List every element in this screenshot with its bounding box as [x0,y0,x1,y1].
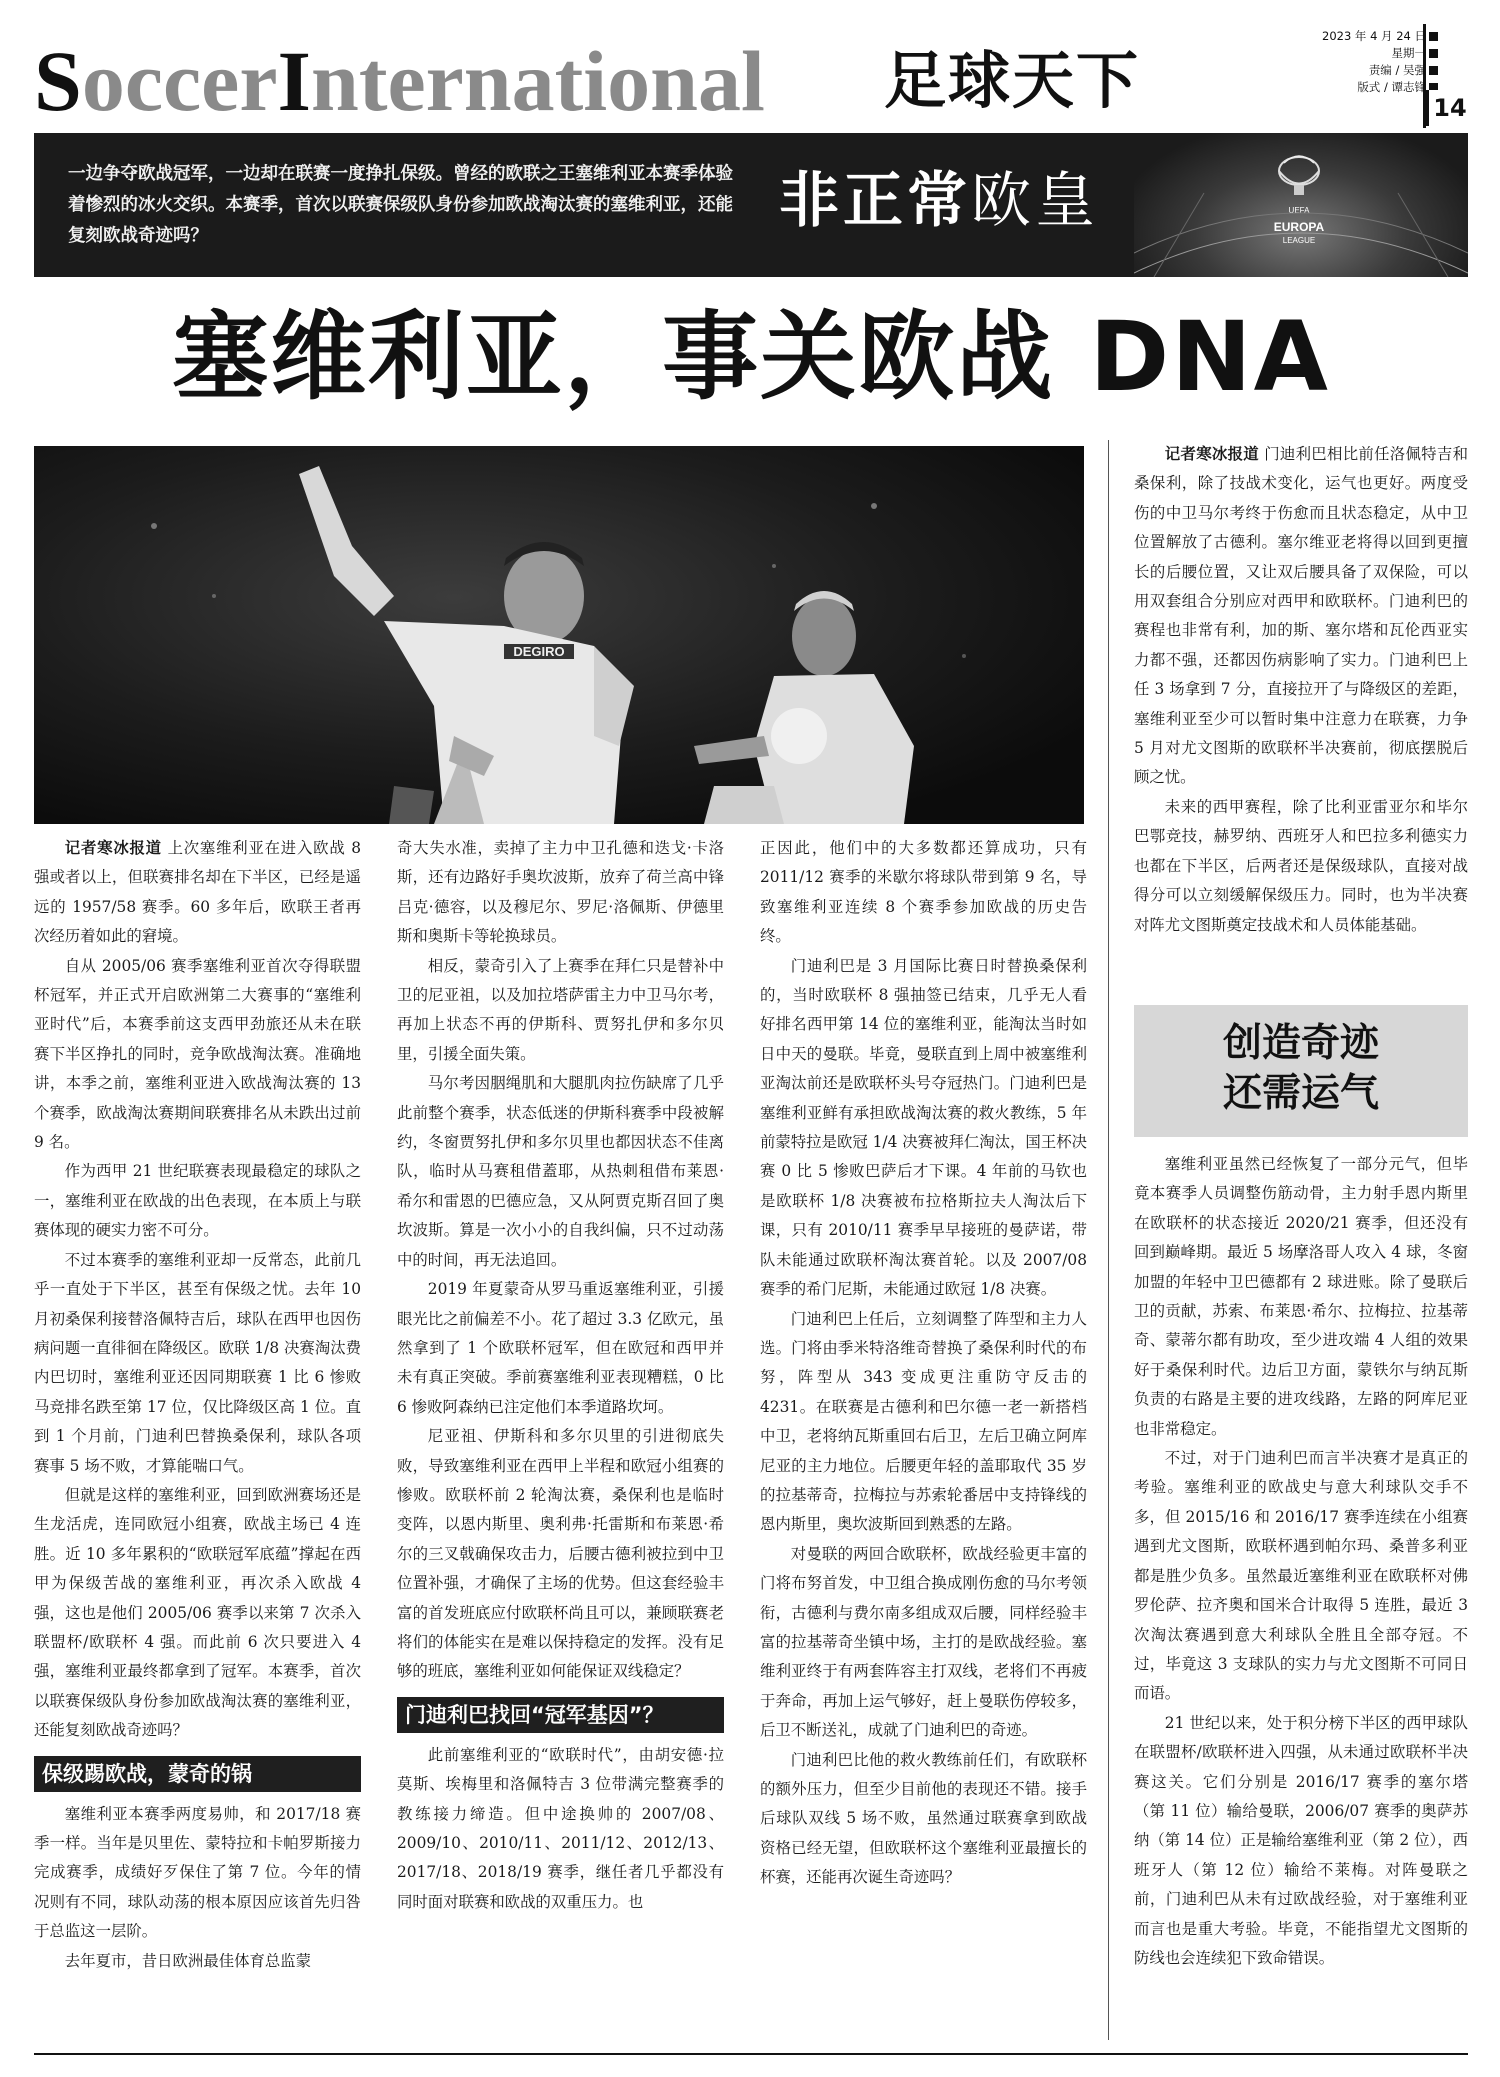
column-divider [1108,440,1109,2040]
subheading-relegation: 保级踢欧战，蒙奇的锅 [34,1756,361,1792]
subheading-box-line-2: 还需运气 [1222,1071,1379,1116]
article-column-3 [760,834,1087,1893]
banner-title-accent: 欧皇 [971,166,1099,236]
col2-para-5: 尼亚祖、伊斯科和多尔贝里的引进彻底失败，导致塞维利亚在西甲上半程和欧冠小组赛的惨败。欧联杯前 2 轮淘汰赛，桑保利也是临时变阵，以恩内斯里、奥利弗·托雷斯和布莱恩·希尔的三叉戟确保攻击力，后腰古德利被拉到中卫位置补强，才确保了主场的优势。但这套经验丰富的首发班底应付欧联杯尚且可以，兼顾联赛老将们的体能实在是难以保持稳定的发挥。没有足够的班底，塞维利亚如何能保证双线稳定？ [397,1427,724,1681]
article-column-2 [397,834,724,1917]
col4-byline: 记者寒冰报道 [1164,445,1259,463]
col1-para-1: 记者寒冰报道 上次塞维利亚在进入欧战 8 强或者以上，但联赛排名却在下半区，已经是遥远的 1957/58 赛季。60 多年后，欧联王者再次经历着如此的窘境。 [34,839,361,946]
hero-photo [34,446,1084,824]
uefa-label: UEFA [1288,206,1310,215]
subheading-champion-gene: 门迪利巴找回“冠军基因”？ [397,1697,724,1733]
banner-intro: 一边争夺欧战冠军，一边却在联赛一度挣扎保级。曾经的欧联之王塞维利亚本赛季体验着惨烈的冰火交织。本赛季，首次以联赛保级队身份参加欧战淘汰赛的塞维利亚，还能复刻欧战奇迹吗？ [68,164,733,246]
article-column-4-bottom [1134,1150,1468,1973]
masthead-logo-english: SoccerInternational [34,33,765,129]
jersey-sponsor: DEGIRO [513,644,565,659]
editor-credit: 责编 / 吴强 [1288,62,1438,79]
banner-stripes [1134,133,1468,277]
col1-para-6: 塞维利亚本赛季两度易帅，和 2017/18 赛季一样。当年是贝里佐、蒙特拉和卡帕罗斯接力完成赛季，成绩好歹保住了第 7 位。今年的情况则有不同，球队动荡的根本原因应该首先归咎于总监这一层阶。 [34,1804,361,1941]
europa-league-art [1134,133,1468,277]
player-celebration-image [34,446,1084,824]
col2-para-3: 马尔考因胭绳肌和大腿肌肉拉伤缺席了几乎此前整个赛季，状态低迷的伊斯科赛季中段被解约，冬窗贾努扎伊和多尔贝里也都因状态不佳离队，临时从马赛租借蓋耶，从热刺租借布莱恩·希尔和雷恩的巴德应急，又从阿贾克斯召回了奥坎波斯。算是一次小小的自我纠偏，只不过动荡中的时间，再无法追回。 [397,1074,724,1269]
banner-title [779,161,1099,241]
masthead [34,33,1470,129]
subheading-box-line-1: 创造奇迹 [1222,1021,1379,1066]
col4-para-3: 塞维利亚虽然已经恢复了一部分元气，但毕竟本赛季人员调整伤筋动骨，主力射手恩内斯里在欧联杯的状态接近 2020/21 赛季，但还没有回到巅峰期。最近 5 场摩洛哥人攻入 4 球，冬窗加盟的年轻中卫巴德都有 2 球进账。除了曼联后卫的贡献，苏索、布莱恩·希尔、拉梅拉、拉基蒂奇、蒙蒂尔都有助攻，至少进攻端 4 人组的效果好于桑保利时代。边后卫方面，蒙铁尔与纳瓦斯负责的右路是主要的进攻线路，左路的阿库尼亚也非常稳定。 [1134,1155,1468,1438]
article-column-1 [34,834,361,1976]
layout-credit: 版式 / 谭志锋 [1288,79,1438,96]
col1-para-5: 但就是这样的塞维利亚，回到欧洲赛场还是生龙活虎，连同欧冠小组赛，欧战主场已 4 连胜。近 10 多年累积的“欧联冠军底蕴”撑起在西甲为保级苦战的塞维利亚，再次杀入欧战 4 强，这也是他们 2005/06 赛季以来第 7 次杀入联盟杯/欧联杯 4 强。而此前 6 次只要进入 4 强，塞维利亚最终都拿到了冠军。本赛季，首次以联赛保级队身份参加欧战淘汰赛的塞维利亚，还能复刻欧战奇迹吗？ [34,1485,361,1740]
col4-para-1: 记者寒冰报道 门迪利巴相比前任洛佩特吉和桑保利，除了技战术变化，运气也更好。两度受伤的中卫马尔考终于伤愈而且状态稳定，从中卫位置解放了古德利。塞尔维亚老将得以回到更擅长的后腰位置，又让双后腰具备了双保险，可以用双套组合分别应对西甲和欧联杯。门迪利巴的赛程也非常有利，加的斯、塞尔塔和瓦伦西亚实力都不强，还都因伤病影响了实力。门迪利巴上任 3 场拿到 7 分，直接拉开了与降级区的差距，塞维利亚至少可以暂时集中注意力在联赛，力争 5 月对尤文图斯的欧联杯半决赛前，彻底摆脱后顾之忧。 [1134,445,1468,787]
col2-para-2: 相反，蒙奇引入了上赛季在拜仁只是替补中卫的尼亚祖，以及加拉塔萨雷主力中卫马尔考，再加上状态不再的伊斯科、贾努扎伊和多尔贝里，引援全面失策。 [397,956,724,1063]
col2-para-4: 2019 年夏蒙奇从罗马重返塞维利亚，引援眼光比之前偏差不小。花了超过 3.3 亿欧元，虽然拿到了 1 个欧联杯冠军，但在欧冠和西甲并未有真正突破。季前赛塞维利亚表现糟糕，0 比 6 惨败阿森纳已注定他们本季道路坎坷。 [397,1280,724,1416]
masthead-logo-chinese: 足球天下 [884,44,1141,117]
col2-para-1: 奇大失水准，卖掉了主力中卫孔德和迭戈·卡洛斯，还有边路好手奥坎波斯，放弃了荷兰高中锋吕克·德容，以及穆尼尔、罗尼·洛佩斯、伊德里斯和奥斯卡等轮换球员。 [397,839,724,946]
issue-weekday: 星期一 [1288,45,1438,62]
col4-para-4: 不过，对于门迪利巴而言半决赛才是真正的考验。塞维利亚的欧战史与意大利球队交手不多，但 2015/16 和 2016/17 赛季连续在小组赛遇到尤文图斯，欧联杯遇到帕尔玛、桑普多利亚都是胜少负多。虽然最近塞维利亚在欧联杯对佛罗伦萨、拉齐奥和国米合计取得 5 连胜，最近 3 次淘汰赛遇到意大利球队全胜且全部夺冠。不过，毕竟这 3 支球队的实力与尤文图斯不可同日而语。 [1134,1449,1468,1703]
page-bottom-rule [34,2053,1468,2055]
issue-date: 2023 年 4 月 24 日 [1288,28,1438,45]
europa-label: EUROPA [1273,220,1325,234]
col4-para-5: 21 世纪以来，处于积分榜下半区的西甲球队在联盟杯/欧联杯进入四强，从未通过欧联杯半决赛这关。它们分别是 2016/17 赛季的塞尔塔（第 11 位）输给曼联，2006/07 赛季的奥萨苏纳（第 14 位）正是输给塞维利亚（第 2 位），西班牙人（第 12 位）输给不莱梅。对阵曼联之前，门迪利巴从未有过欧战经验，对于塞维利亚而言也是重大考验。毕竟，不能指望尤文图斯的防线也会连续犯下致命错误。 [1134,1713,1468,1967]
col1-para-3: 作为西甲 21 世纪联赛表现最稳定的球队之一，塞维利亚在欧战的出色表现，在本质上与联赛体现的硬实力密不可分。 [34,1162,361,1240]
col3-para-1: 正因此，他们中的大多数都还算成功，只有 2011/12 赛季的米歇尔将球队带到第 9 名，导致塞维利亚连续 8 个赛季参加欧战的历史告终。 [760,839,1087,946]
col2-para-6: 此前塞维利亚的“欧联时代”，由胡安德·拉莫斯、埃梅里和洛佩特吉 3 位带满完整赛季的教练接力缔造。但中途换帅的 2007/08、2009/10、2010/11、2011/12、2012/13、2017/18、2018/19 赛季，继任者几乎都没有同时面对联赛和欧战的双重压力。也 [397,1745,724,1911]
feature-banner [34,133,1468,277]
col4-para-2: 未来的西甲赛程，除了比利亚雷亚尔和毕尔巴鄂竞技，赫罗纳、西班牙人和巴拉多利德实力也都在下半区，后两者还是保级球队，直接对战得分可以立刻缓解保级压力。同时，也为半决赛对阵尤文图斯奠定技战术和人员体能基础。 [1134,797,1468,934]
col3-para-4: 对曼联的两回合欧联杯，欧战经验更丰富的门将布努首发，中卫组合换成刚伤愈的马尔考领衔，古德利与费尔南多组成双后腰，同样经验丰富的拉基蒂奇坐镇中场，主打的是欧战经验。塞维利亚终于有两套阵容主打双线，老将们不再疲于奔命，再加上运气够好，赶上曼联伤停较多，后卫不断送礼，成就了门迪利巴的奇迹。 [760,1544,1087,1740]
banner-title-main: 非正常 [779,166,971,236]
subheading-box-luck [1134,1005,1468,1137]
col3-para-3: 门迪利巴上任后，立刻调整了阵型和主力人选。门将由季米特洛维奇替换了桑保利时代的布努，阵型从 343 变成更注重防守反击的 4231。在联赛是古德利和巴尔德一老一新搭档中卫，老将纳瓦斯重回右后卫，左后卫确立阿库尼亚的主力地位。后腰更年轻的盖耶取代 35 岁的拉基蒂奇，拉梅拉与苏索轮番居中支持锋线的恩内斯里，奥坎波斯回到熟悉的左路。 [760,1309,1087,1534]
article-column-4-top [1134,440,1468,940]
col1-byline: 记者寒冰报道 [64,839,162,857]
dateline [1288,28,1438,96]
col3-para-5: 门迪利巴比他的救火教练前任们，有欧联杯的额外压力，但至少目前他的表现还不错。接手后球队双线 5 场不败，虽然通过联赛拿到欧战资格已经无望，但欧联杯这个塞维利亚最擅长的杯赛，还能再次诞生奇迹吗？ [760,1750,1087,1887]
page-number: 14 [1426,90,1471,126]
col1-para-4: 不过本赛季的塞维利亚却一反常态，此前几乎一直处于下半区，甚至有保级之忧。去年 10 月初桑保利接替洛佩特吉后，球队在西甲也因伤病问题一直徘徊在降级区。欧联 1/8 决赛淘汰费内巴切时，塞维利亚还因同期联赛 1 比 6 惨败马竞排名跌至第 17 位，仅比降级区高 1 位。直到 1 个月前，门迪利巴替换桑保利，球队各项赛事 5 场不败，才算能喘口气。 [34,1250,361,1475]
league-label: LEAGUE [1282,236,1316,245]
col1-para-2: 自从 2005/06 赛季塞维利亚首次夺得联盟杯冠军，并正式开启欧洲第二大赛事的“塞维利亚时代”后，本赛季前这支西甲劲旅还从未在联赛下半区挣扎的同时，竞争欧战淘汰赛。准确地讲，本季之前，塞维利亚进入欧战淘汰赛的 13 个赛季，欧战淘汰赛期间联赛排名从未跌出过前 9 名。 [34,956,361,1152]
col3-para-2: 门迪利巴是 3 月国际比赛日时替换桑保利的，当时欧联杯 8 强抽签已结束，几乎无人看好排名西甲第 14 位的塞维利亚，能淘汰当时如日中天的曼联。毕竟，曼联直到上周中被塞维利亚淘汰前还是欧联杯头号夺冠热门。门迪利巴是塞维利亚鲜有承担欧战淘汰赛的救火教练，5 年前蒙特拉是欧冠 1/4 决赛被拜仁淘汰，国王杯决赛 0 比 5 惨败巴萨后才下课。4 年前的马钦也是欧联杯 1/8 决赛被布拉格斯拉夫人淘汰后下课，只有 2010/11 赛季早早接班的曼萨诺，带队未能通过欧联杯淘汰赛首轮。以及 2007/08 赛季的希门尼斯，未能通过欧冠 1/8 决赛。 [760,956,1087,1299]
col1-para-7: 去年夏市，昔日欧洲最佳体育总监蒙 [64,1951,312,1970]
headline: 塞维利亚，事关欧战 DNA [172,301,1330,413]
